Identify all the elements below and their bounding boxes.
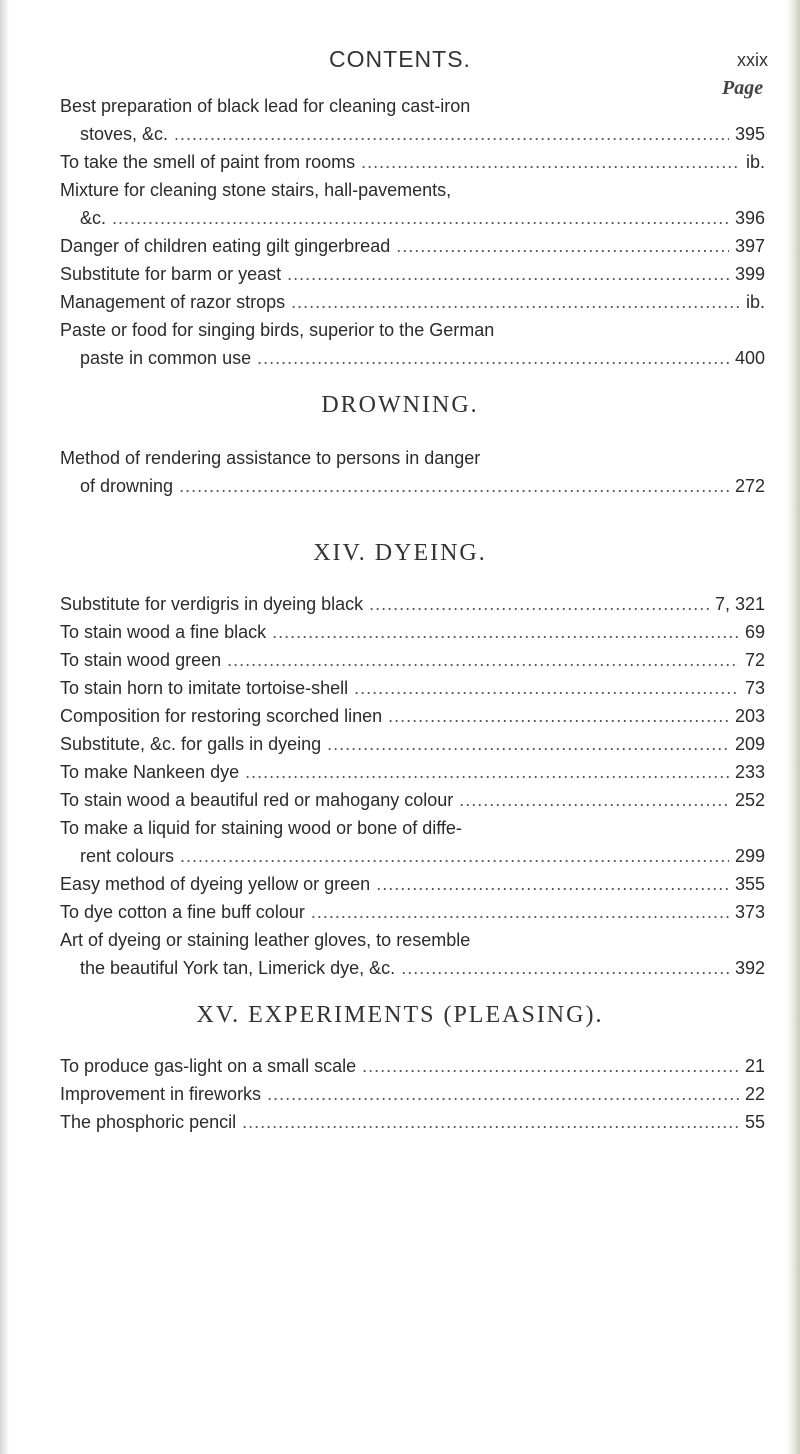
leader-dots xyxy=(287,260,729,288)
page-column-label: Page xyxy=(722,77,764,99)
entry-text: Best preparation of black lead for cleaning cast-iron xyxy=(60,96,471,116)
entry-page-number: 69 xyxy=(744,622,765,642)
entry-text: To take the smell of paint from rooms xyxy=(60,152,356,172)
entry-text: Management of razor strops xyxy=(60,292,286,312)
leader-dots xyxy=(112,204,729,232)
entry-text: To stain wood a fine black xyxy=(60,622,267,642)
leader-dots xyxy=(291,288,740,316)
entry-text: of drowning xyxy=(80,476,174,496)
entry-page-number: 373 xyxy=(734,902,765,922)
section-heading-experiments: XV. EXPERIMENTS (PLEASING). xyxy=(196,1002,604,1028)
leader-dots xyxy=(362,1052,739,1080)
toc-entry xyxy=(60,730,765,758)
entry-text: To stain wood green xyxy=(60,650,222,670)
entry-page-number: 21 xyxy=(744,1056,765,1076)
toc-entry xyxy=(60,148,765,176)
entry-text: rent colours xyxy=(80,846,175,866)
entry-text: the beautiful York tan, Limerick dye, &c. xyxy=(80,958,396,978)
toc-entry xyxy=(60,232,765,260)
entry-text: To stain horn to imitate tortoise-shell xyxy=(60,678,349,698)
entry-text: Mixture for cleaning stone stairs, hall-pavements, xyxy=(60,180,452,200)
leader-dots xyxy=(354,674,739,702)
leader-dots xyxy=(311,898,729,926)
entry-page-number: 233 xyxy=(734,762,765,782)
leader-dots xyxy=(369,590,709,618)
toc-entry xyxy=(60,870,765,898)
toc-entry xyxy=(60,618,765,646)
entry-text: Danger of children eating gilt gingerbread xyxy=(60,236,391,256)
entry-page-number: 396 xyxy=(734,208,765,228)
entry-text: &c. xyxy=(80,208,107,228)
section-heading-drowning: DROWNING. xyxy=(321,392,479,418)
entry-page-number: 203 xyxy=(734,706,765,726)
entry-text: Method of rendering assistance to persons in danger xyxy=(60,448,481,468)
leader-dots xyxy=(174,120,729,148)
entry-text: To dye cotton a fine buff colour xyxy=(60,902,305,922)
toc-entry xyxy=(60,1108,765,1136)
entry-text: To produce gas-light on a small scale xyxy=(60,1056,357,1076)
toc-entry xyxy=(60,1052,765,1080)
toc-entry xyxy=(60,898,765,926)
entry-text: Improvement in fireworks xyxy=(60,1084,262,1104)
entry-text: Paste or food for singing birds, superior to the German xyxy=(60,320,495,340)
leader-dots xyxy=(327,730,729,758)
leader-dots xyxy=(361,148,740,176)
entry-page-number: 252 xyxy=(734,790,765,810)
folio-number: xxix xyxy=(737,50,768,70)
leader-dots xyxy=(396,232,729,260)
toc-entry xyxy=(60,590,765,618)
toc-entry xyxy=(60,316,765,372)
entry-text: To make a liquid for staining wood or bone of diffe- xyxy=(60,818,462,838)
running-title: CONTENTS. xyxy=(329,46,471,72)
entry-page-number: 400 xyxy=(734,348,765,368)
toc-entry xyxy=(60,674,765,702)
entry-page-number: 209 xyxy=(734,734,765,754)
entry-page-number: 72 xyxy=(744,650,765,670)
entry-text: Art of dyeing or staining leather gloves, to resemble xyxy=(60,930,471,950)
toc-entry xyxy=(60,288,765,316)
entry-page-number: 22 xyxy=(744,1084,765,1104)
entry-page-number: ib. xyxy=(745,292,765,312)
toc-entry xyxy=(60,1080,765,1108)
toc-entry xyxy=(60,92,765,148)
entry-page-number: 397 xyxy=(734,236,765,256)
leader-dots xyxy=(257,344,729,372)
page-right-edge xyxy=(786,0,800,1454)
entry-text: stoves, &c. xyxy=(80,124,169,144)
leader-dots xyxy=(227,646,739,674)
toc-entry xyxy=(60,814,765,870)
entry-page-number: 55 xyxy=(744,1112,765,1132)
leader-dots xyxy=(459,786,729,814)
entry-page-number: 355 xyxy=(734,874,765,894)
entry-text: Easy method of dyeing yellow or green xyxy=(60,874,371,894)
entry-page-number: ib. xyxy=(745,152,765,172)
toc-entry xyxy=(60,260,765,288)
entry-page-number: 73 xyxy=(744,678,765,698)
entry-page-number: 272 xyxy=(734,476,765,496)
toc-entry xyxy=(60,786,765,814)
entry-text: To stain wood a beautiful red or mahogany colour xyxy=(60,790,454,810)
entry-text: The phosphoric pencil xyxy=(60,1112,237,1132)
leader-dots xyxy=(245,758,729,786)
entry-page-number: 7, 321 xyxy=(714,594,765,614)
entry-text: paste in common use xyxy=(80,348,252,368)
entry-text: Substitute, &c. for galls in dyeing xyxy=(60,734,322,754)
entry-text: Substitute for barm or yeast xyxy=(60,264,282,284)
leader-dots xyxy=(376,870,729,898)
entry-text: Composition for restoring scorched linen xyxy=(60,706,383,726)
toc-entry xyxy=(60,702,765,730)
entry-page-number: 399 xyxy=(734,264,765,284)
section-heading-dyeing: XIV. DYEING. xyxy=(313,540,487,566)
toc-entry xyxy=(60,176,765,232)
entry-text: Substitute for verdigris in dyeing black xyxy=(60,594,364,614)
toc-entry xyxy=(60,444,765,500)
leader-dots xyxy=(267,1080,739,1108)
toc-entry xyxy=(60,926,765,982)
leader-dots xyxy=(180,842,729,870)
page-left-edge xyxy=(0,0,9,1454)
entry-page-number: 395 xyxy=(734,124,765,144)
entry-text: To make Nankeen dye xyxy=(60,762,240,782)
leader-dots xyxy=(272,618,739,646)
leader-dots xyxy=(242,1108,739,1136)
leader-dots xyxy=(388,702,729,730)
entry-page-number: 392 xyxy=(734,958,765,978)
toc-entry xyxy=(60,758,765,786)
toc-entry xyxy=(60,646,765,674)
leader-dots xyxy=(179,472,729,500)
leader-dots xyxy=(401,954,729,982)
entry-page-number: 299 xyxy=(734,846,765,866)
